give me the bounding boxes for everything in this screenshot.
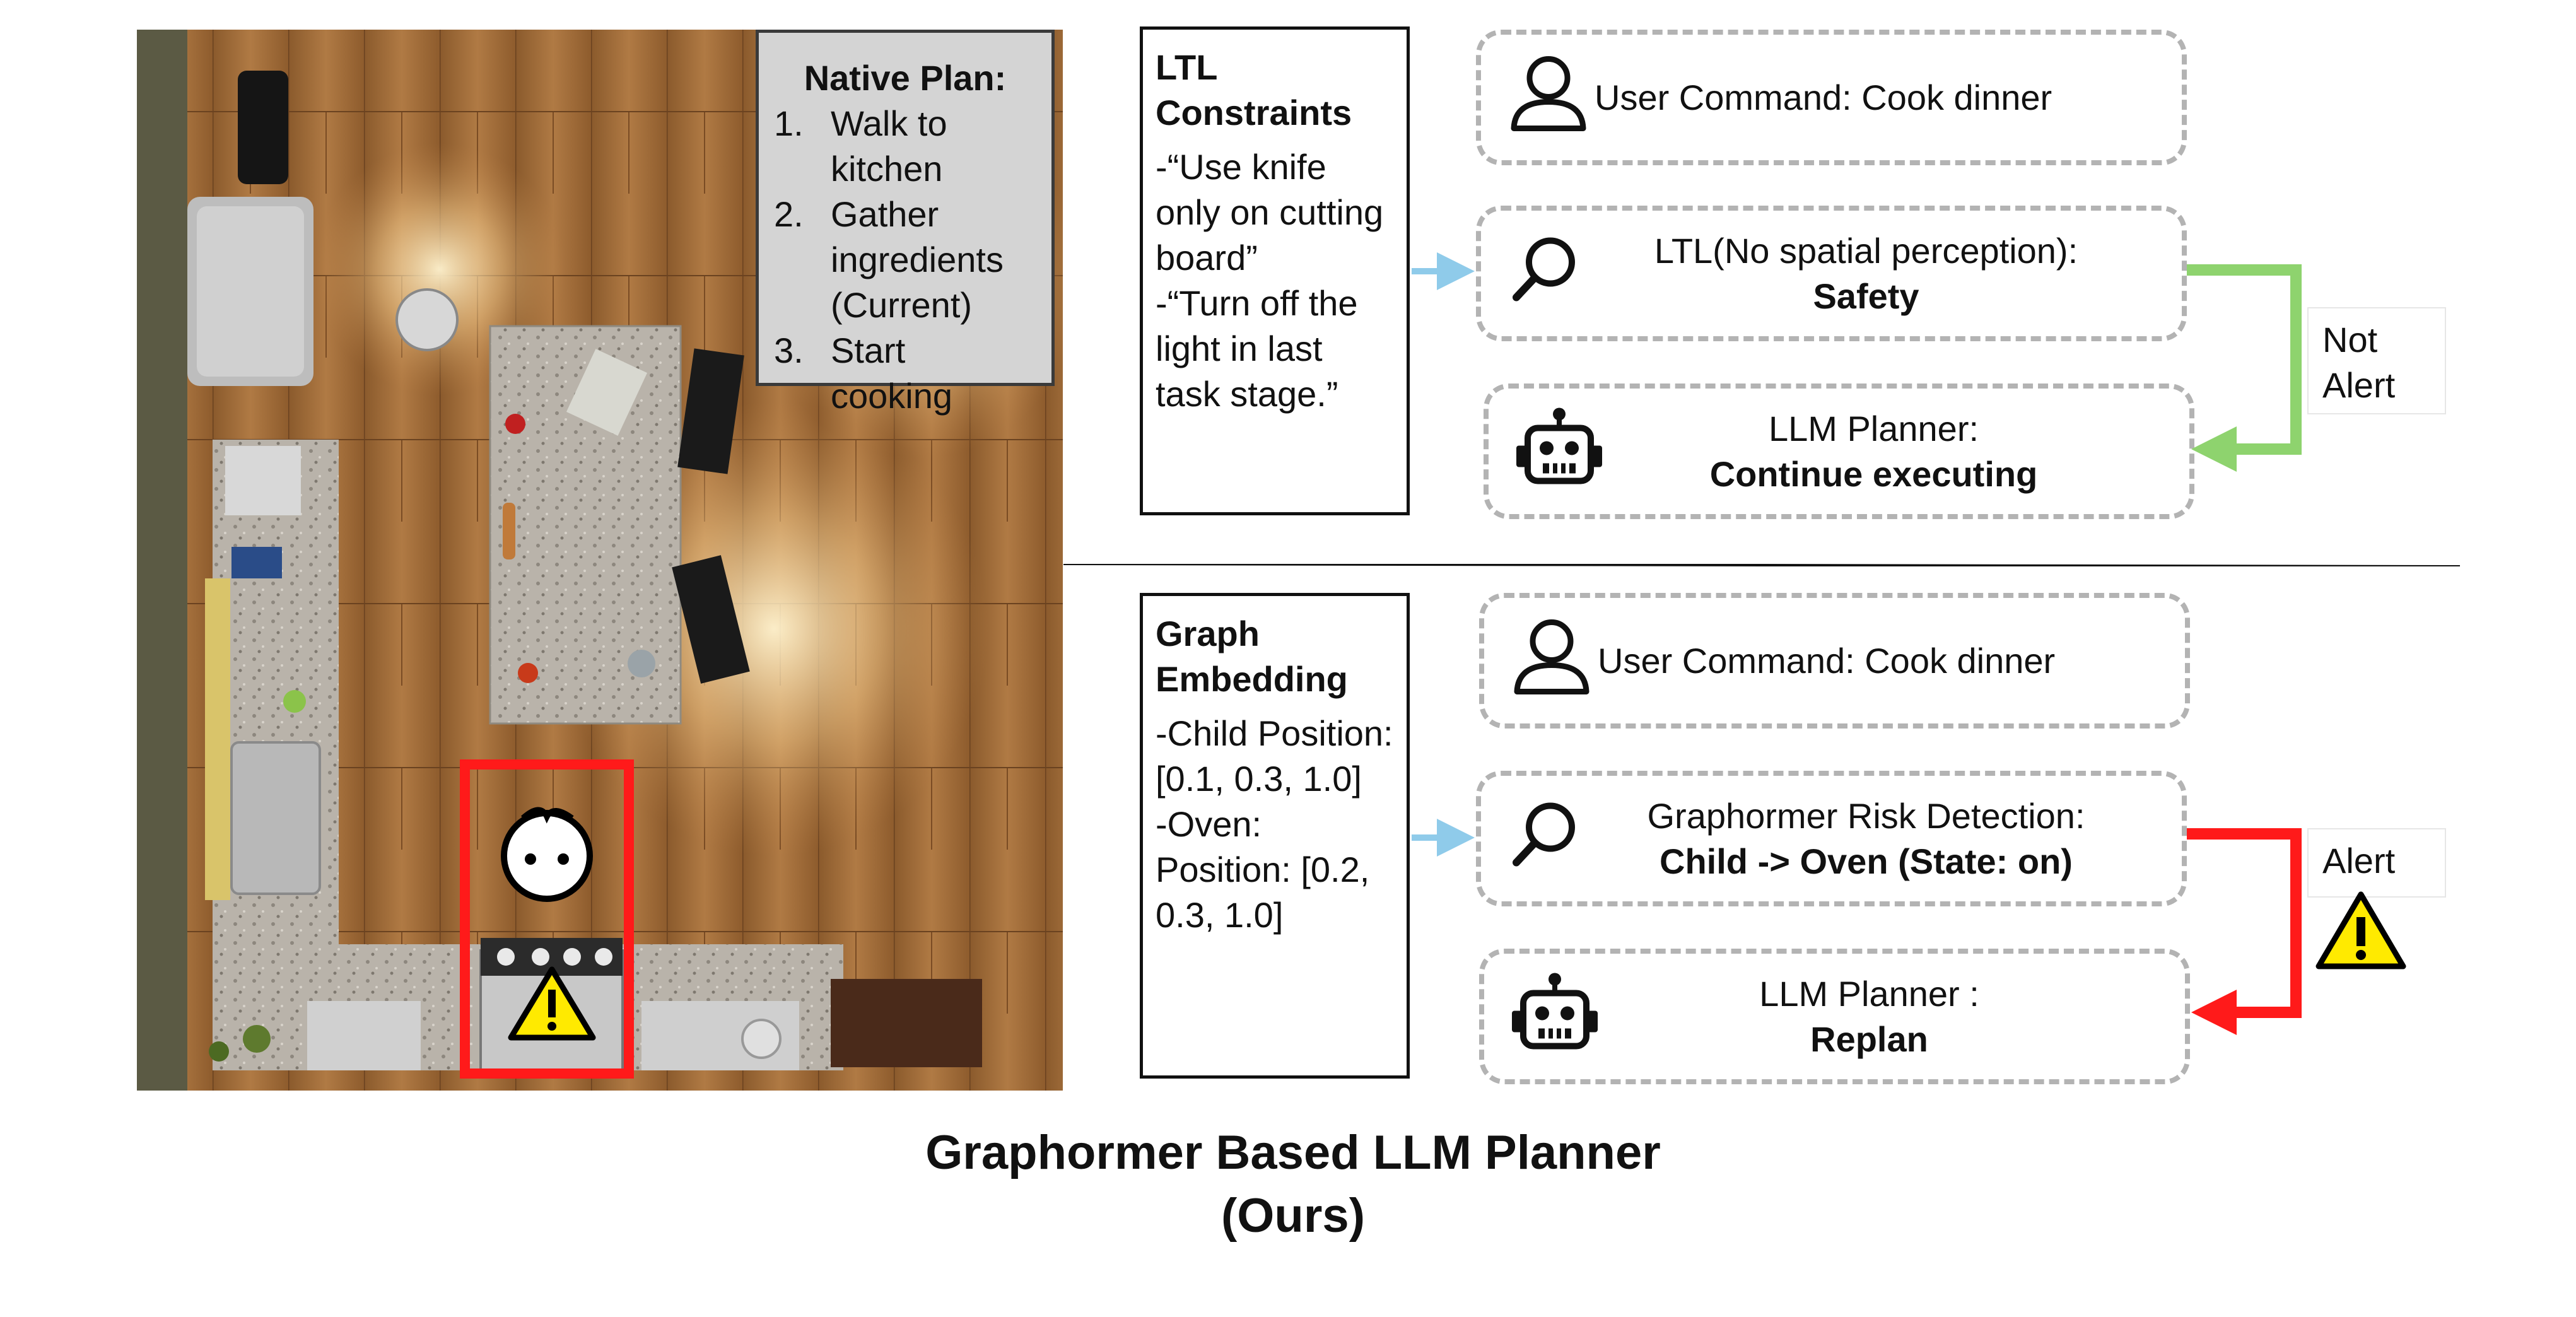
plan-step-number: 2. xyxy=(774,194,804,234)
user-icon xyxy=(1508,51,1590,144)
plan-step-text: Walk to kitchen xyxy=(831,103,947,189)
risk-detection-result: Child -> Oven (State: on) xyxy=(1660,841,2073,881)
native-plan-steps xyxy=(774,101,1036,419)
warning-triangle-icon xyxy=(2314,889,2408,975)
ltl-safety-check-box xyxy=(1476,206,2187,341)
user-icon xyxy=(1511,614,1593,707)
not-alert-label: Not Alert xyxy=(2307,307,2446,414)
graph-embedding-box xyxy=(1140,593,1410,1079)
magnifier-icon xyxy=(1508,230,1583,317)
risk-detection-label: Graphormer Risk Detection: xyxy=(1647,795,2085,836)
ltl-constraints-box xyxy=(1140,26,1410,515)
ltl-constraints-title: LTL Constraints xyxy=(1156,47,1352,132)
user-command-text: User Command: Cook dinner xyxy=(1598,640,2056,681)
native-plan-box xyxy=(756,30,1055,416)
graph-embedding-body: -Child Position: [0.1, 0.3, 1.0] -Oven: Position: [0.2, 0.3, 1.0] xyxy=(1156,713,1393,935)
plan-step-text: Gather ingredients (Current) xyxy=(831,194,1004,325)
plan-step xyxy=(774,328,1036,419)
plan-step xyxy=(774,101,1036,192)
graph-embedding-title: Graph Embedding xyxy=(1156,614,1348,699)
alert-label: Alert xyxy=(2307,828,2446,898)
caption-title: Graphormer Based LLM Planner xyxy=(925,1126,1661,1179)
user-command-box-bottom xyxy=(1479,593,2190,729)
ltl-constraints-body: -“Use knife only on cutting board” -“Turn off the light in last task stage.” xyxy=(1156,147,1384,414)
robot-icon xyxy=(1515,405,1603,498)
llm-planner-label: LLM Planner: xyxy=(1768,408,1979,448)
robot-icon xyxy=(1511,970,1599,1063)
alert-arrow xyxy=(2187,834,2296,1012)
user-command-text: User Command: Cook dinner xyxy=(1595,77,2052,117)
magnifier-icon xyxy=(1508,795,1583,882)
llm-planner-decision: Replan xyxy=(1810,1019,1928,1059)
plan-step-number: 3. xyxy=(774,331,804,370)
plan-step-number: 1. xyxy=(774,103,804,143)
ltl-check-label: LTL(No spatial perception): xyxy=(1654,230,2078,271)
plan-step-text: Start cooking xyxy=(831,331,953,416)
llm-planner-label: LLM Planner : xyxy=(1759,973,1979,1014)
user-command-box-top xyxy=(1476,30,2187,165)
child-face-icon xyxy=(504,810,590,899)
caption-subtitle: (Ours) xyxy=(1221,1189,1365,1243)
llm-planner-decision: Continue executing xyxy=(1709,454,2038,494)
ltl-check-result: Safety xyxy=(1813,276,1919,316)
section-divider xyxy=(1063,564,2460,566)
figure-caption xyxy=(757,1121,1829,1248)
not-alert-arrow xyxy=(2187,270,2296,449)
native-plan-title: Native Plan: xyxy=(804,58,1007,98)
llm-planner-box-bottom xyxy=(1479,949,2190,1084)
graphormer-risk-detection-box xyxy=(1476,771,2187,906)
llm-planner-box-top xyxy=(1484,383,2194,519)
plan-step xyxy=(774,192,1036,328)
